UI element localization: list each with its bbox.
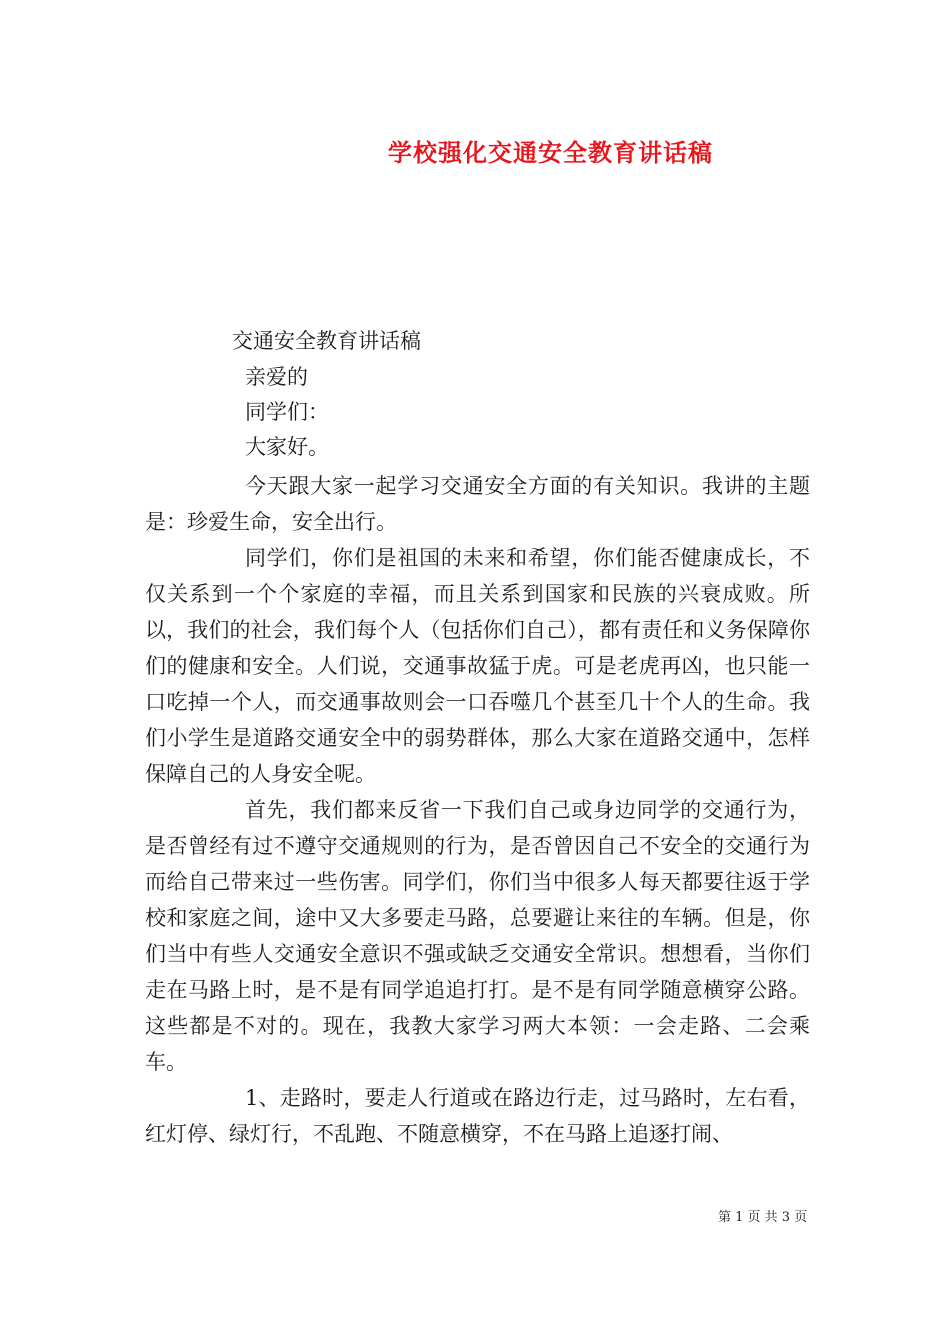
page-number: 第 1 页 共 3 页 xyxy=(718,1210,808,1225)
speech-subtitle: 交通安全教育讲话稿 xyxy=(232,329,421,353)
paragraph: 同学们，你们是祖国的未来和希望，你们能否健康成长，不仅关系到一个个家庭的幸福，而且关系到国家和民族的兴衰成败。所以，我们的社会，我们每个人（包括你们自己），都有责任和义务保障你们的健康和安全。人们说，交通事故猛于虎。可是老虎再凶，也只能一口吃掉一个人，而交通事故则会一口吞噬几个甚至几十个人的生命。我们小学生是道路交通安全中的弱势群体，那么大家在道路交通中，怎样保障自己的人身安全呢。 xyxy=(145,546,810,786)
greeting-line: 大家好。 xyxy=(245,435,329,459)
paragraph: 今天跟大家一起学习交通安全方面的有关知识。我讲的主题是：珍爱生命，安全出行。 xyxy=(145,474,810,534)
paragraph: 首先，我们都来反省一下我们自己或身边同学的交通行为，是否曾经有过不遵守交通规则的行为，是否曾因自己不安全的交通行为而给自己带来过一些伤害。同学们，你们当中很多人每天都要往返于学校和家庭之间，途中又大多要走马路，总要避让来往的车辆。但是，你们当中有些人交通安全意识不强或缺乏交通安全常识。想想看，当你们走在马路上时，是不是有同学追追打打。是不是有同学随意横穿公路。这些都是不对的。现在，我教大家学习两大本领：一会走路、二会乘车。 xyxy=(145,798,810,1074)
greeting-line: 亲爱的 xyxy=(245,365,308,389)
greeting-line: 同学们： xyxy=(245,400,329,424)
paragraph: 1、走路时，要走人行道或在路边行走，过马路时，左右看，红灯停、绿灯行，不乱跑、不随意横穿，不在马路上追逐打闹、 xyxy=(145,1086,810,1146)
document-title: 学校强化交通安全教育讲话稿 xyxy=(388,138,713,167)
speech-body xyxy=(145,468,810,1152)
